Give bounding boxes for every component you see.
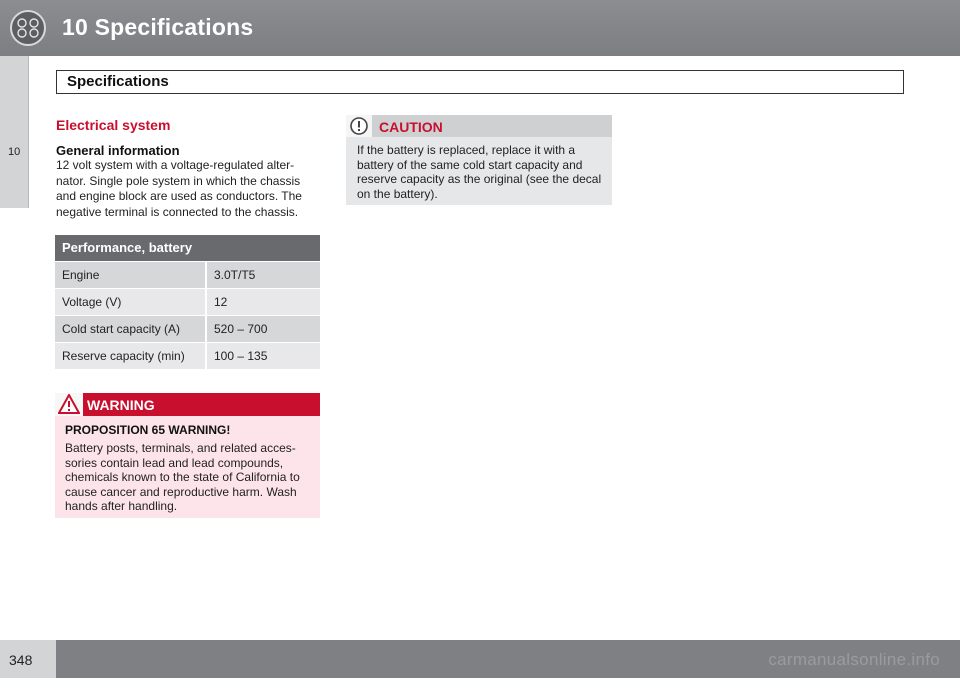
table-cell-value: 3.0T/T5 — [207, 262, 320, 288]
table-cell-label: Voltage (V) — [55, 289, 205, 315]
warning-subtitle: PROPOSITION 65 WARNING! — [65, 423, 231, 437]
warning-title: WARNING — [87, 397, 155, 413]
table-row — [55, 289, 320, 315]
table-cell-label: Reserve capacity (min) — [55, 343, 205, 369]
exclamation-icon — [346, 115, 372, 137]
page-footer — [0, 640, 960, 678]
caution-text: If the battery is replaced, replace it with a battery of the same cold start capacity and reserve capacity as the original (see the decal on the battery). — [357, 143, 602, 201]
chapter-clock-icon — [10, 10, 46, 46]
table-row — [55, 262, 320, 288]
table-cell-label: Cold start capacity (A) — [55, 316, 205, 342]
table-title: Performance, battery — [55, 235, 320, 261]
body-paragraph: 12 volt system with a voltage-regulated alter-nator. Single pole system in which the chassis and engine block are used as conductors. The negative terminal is connected to the chassis. — [56, 158, 302, 219]
table-cell-value: 100 – 135 — [207, 343, 320, 369]
warning-header — [55, 393, 320, 416]
caution-header — [346, 115, 612, 137]
warning-box — [55, 393, 320, 518]
page-number: 348 — [9, 652, 33, 668]
caution-box — [346, 115, 612, 205]
table-cell-value: 520 – 700 — [207, 316, 320, 342]
warning-text: Battery posts, terminals, and related acces-sories contain lead and lead compounds, chemicals known to the state of California to cause cancer and reproductive harm. Wash hands after handling. — [65, 441, 300, 513]
watermark: carmanualsonline.info — [768, 650, 940, 669]
table-cell-value: 12 — [207, 289, 320, 315]
table-row — [55, 343, 320, 369]
subheading: General information — [56, 143, 180, 158]
table-row — [55, 316, 320, 342]
warning-triangle-icon — [55, 393, 83, 416]
chapter-side-tab — [0, 56, 29, 208]
section-heading: Electrical system — [56, 117, 171, 133]
chapter-title: 10 Specifications — [62, 14, 254, 40]
section-bar — [56, 70, 904, 94]
battery-performance-table — [55, 235, 320, 369]
chapter-header — [0, 0, 960, 56]
side-tab-label: 10 — [8, 146, 21, 158]
table-cell-label: Engine — [55, 262, 205, 288]
footer-page-tab — [0, 640, 56, 678]
section-title: Specifications — [67, 73, 169, 90]
caution-title: CAUTION — [379, 119, 443, 135]
